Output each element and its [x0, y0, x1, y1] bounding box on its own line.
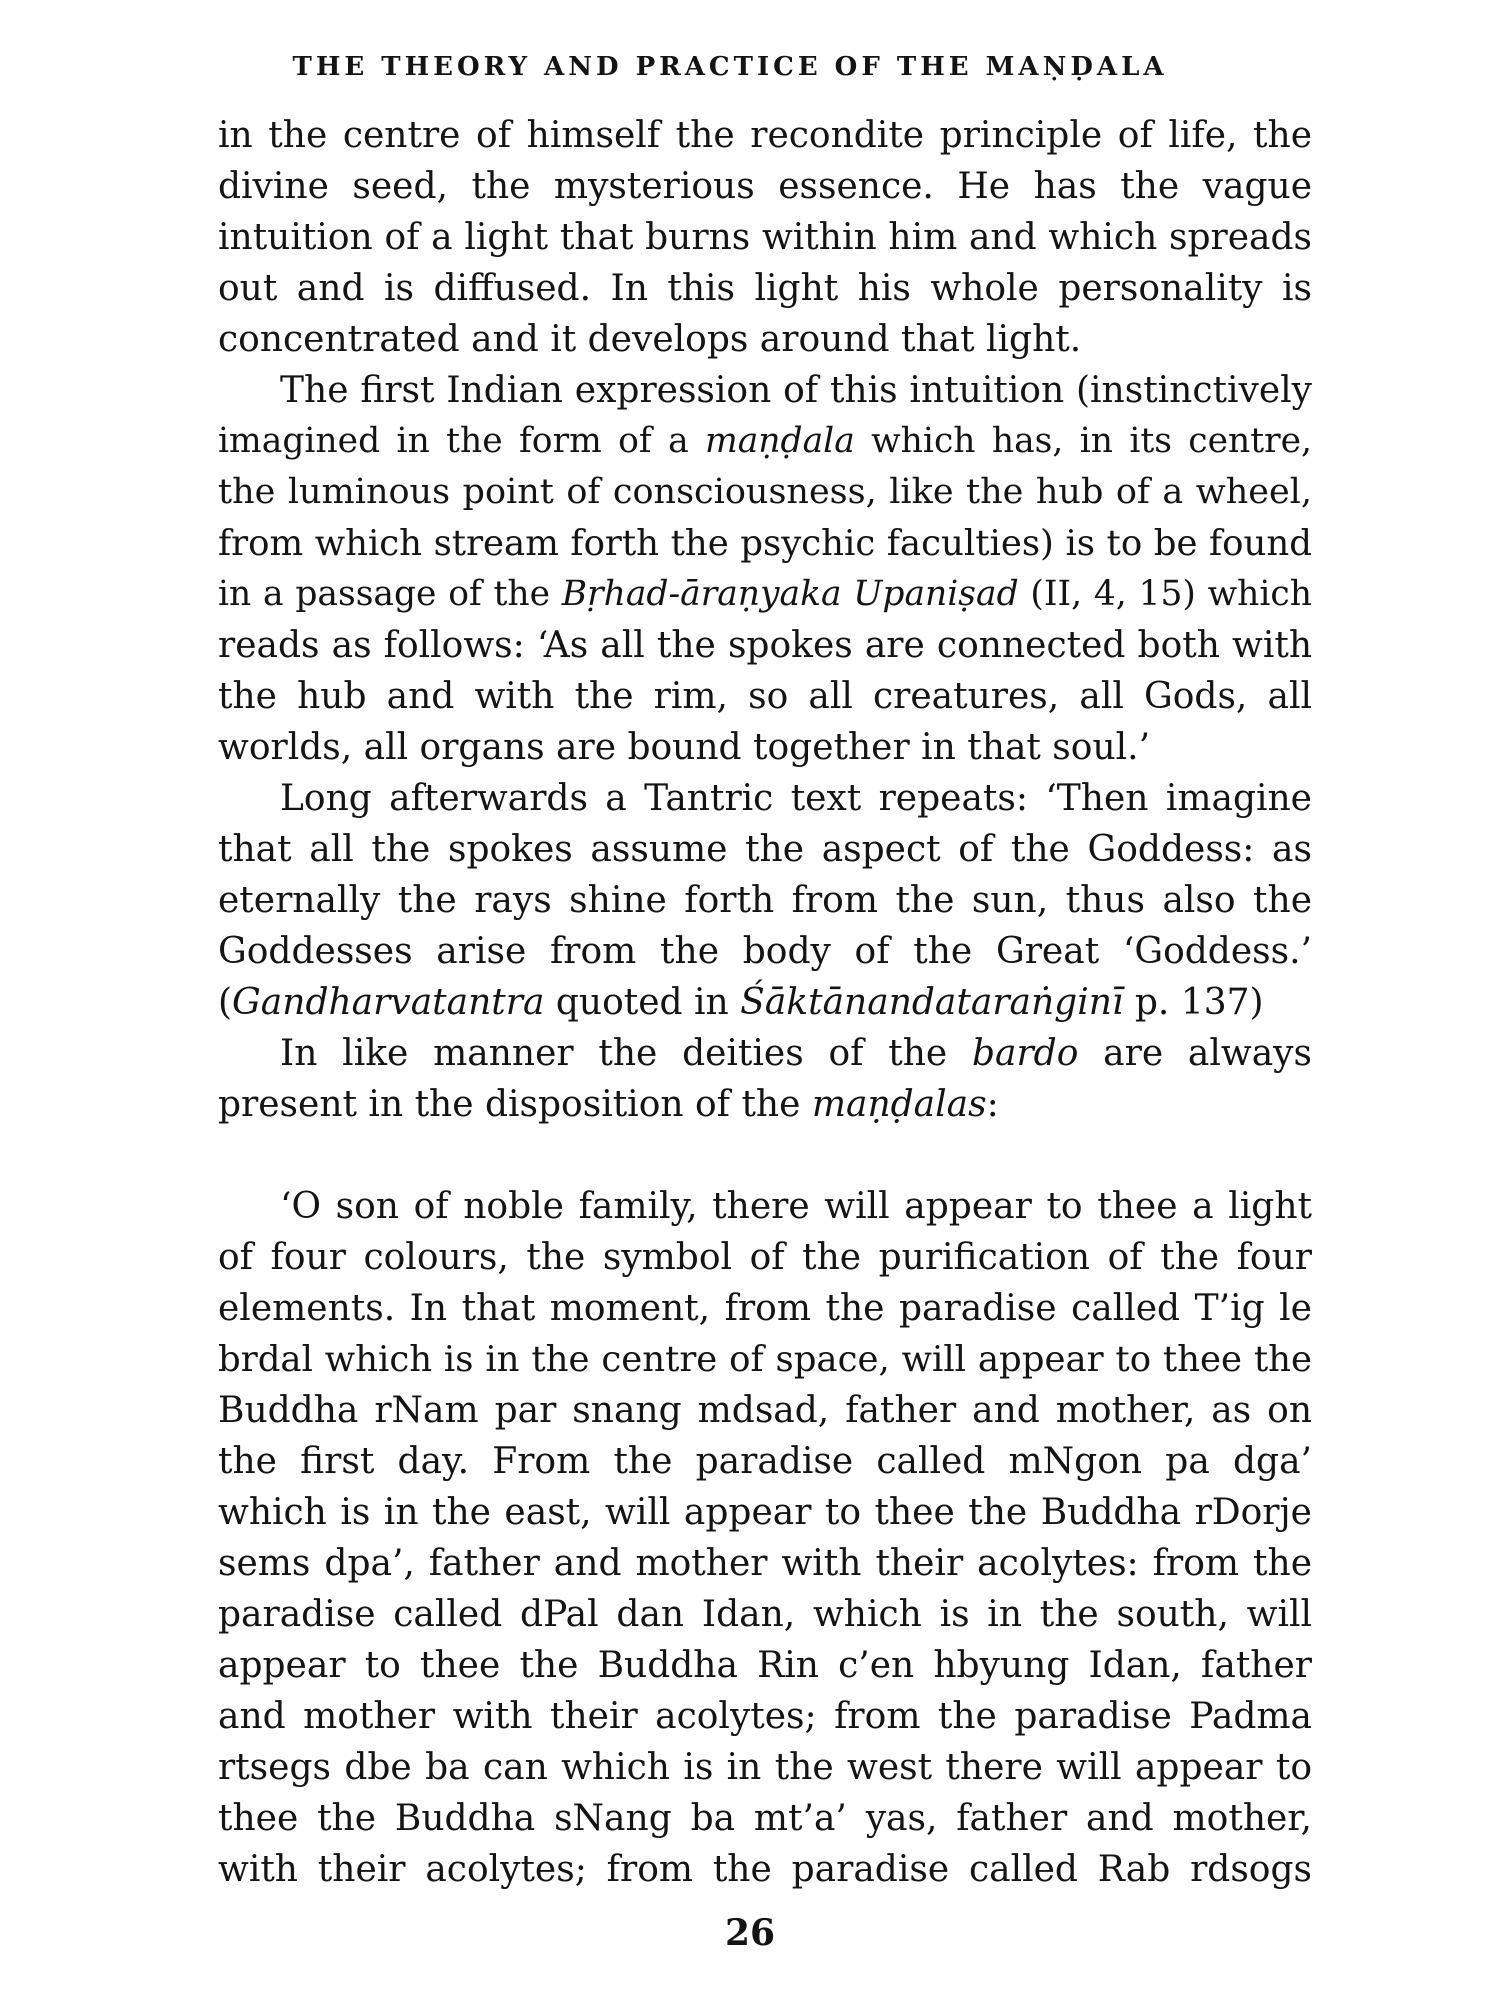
text-line: worlds, all organs are bound together in that soul.’ — [218, 727, 1151, 768]
italic-title: Bṛhad-āraṇyaka Upaniṣad — [561, 574, 1019, 614]
text-line: eternally the rays shine forth from the sun, thus also the — [218, 880, 1312, 921]
text-line: sems dpa’, father and mother with their acolytes: from the — [218, 1543, 1312, 1584]
text-line: with their acolytes; from the paradise called Rab rdsogs — [218, 1849, 1312, 1890]
text-line: Buddha rNam par snang mdsad, father and mother, as on — [218, 1390, 1312, 1431]
text-line: ‘O son of noble family, there will appear to thee a light — [280, 1186, 1312, 1227]
text-line: reads as follows: ‘As all the spokes are connected both with — [218, 625, 1312, 666]
block-quote — [218, 1181, 1312, 1895]
text-line: rtsegs dbe ba can which is in the west there will appear to — [218, 1747, 1312, 1788]
text-line: present in the disposition of the maṇḍalas: — [218, 1084, 999, 1125]
text-line: that all the spokes assume the aspect of the Goddess: as — [218, 829, 1312, 870]
text-line: the luminous point of consciousness, like the hub of a wheel, — [218, 472, 1312, 512]
text-line: appear to thee the Buddha Rin c’en hbyung Idan, father — [218, 1645, 1312, 1686]
text-line: from which stream forth the psychic faculties) is to be found — [218, 523, 1312, 564]
text-line: of four colours, the symbol of the purification of the four — [218, 1237, 1312, 1278]
text-line: thee the Buddha sNang ba mt’a’ yas, father and mother, — [218, 1798, 1312, 1839]
italic-term: maṇḍala — [705, 421, 855, 461]
paragraph — [218, 773, 1312, 1028]
text-line: elements. In that moment, from the paradise called T’ig le — [218, 1288, 1312, 1329]
running-head: THE THEORY AND PRACTICE OF THE MAṆḌALA — [292, 52, 1168, 82]
italic-term: maṇḍalas — [811, 1084, 987, 1125]
page-number: 26 — [724, 1912, 776, 1954]
paragraph — [218, 365, 1312, 773]
text-line: Long afterwards a Tantric text repeats: ‘Then imagine — [280, 778, 1312, 819]
paragraph — [218, 110, 1312, 365]
text-line: which is in the east, will appear to thee the Buddha rDorje — [218, 1492, 1312, 1533]
text-line: imagined in the form of a maṇḍala which has, in its centre, — [218, 421, 1312, 461]
text-line: in a passage of the Bṛhad-āraṇyaka Upaniṣad (II, 4, 15) which — [218, 574, 1312, 614]
text-line: in the centre of himself the recondite principle of life, the — [218, 115, 1312, 156]
text-line: the hub and with the rim, so all creatures, all Gods, all — [218, 676, 1312, 717]
text-line: The first Indian expression of this intuition (instinctively — [280, 370, 1312, 411]
text-line: paradise called dPal dan Idan, which is in the south, will — [218, 1594, 1312, 1635]
text-line: In like manner the deities of the bardo are always — [280, 1033, 1312, 1074]
italic-title: Gandharvatantra — [232, 982, 545, 1023]
text-line: divine seed, the mysterious essence. He has the vague — [218, 166, 1312, 207]
italic-title: Śāktānandataraṅginī — [740, 982, 1124, 1023]
text-line: and mother with their acolytes; from the paradise Padma — [218, 1696, 1312, 1737]
paragraph-gap — [218, 1130, 1312, 1181]
text-line: the first day. From the paradise called mNgon pa dga’ — [218, 1441, 1312, 1482]
italic-term: bardo — [971, 1033, 1079, 1074]
text-line: Goddesses arise from the body of the Great ‘Goddess.’ — [218, 931, 1312, 972]
text-line: out and is diffused. In this light his whole personality is — [218, 268, 1312, 309]
text-line: concentrated and it develops around that light. — [218, 319, 1082, 360]
text-line: (Gandharvatantra quoted in Śāktānandataraṅginī p. 137) — [218, 982, 1264, 1023]
text-line: brdal which is in the centre of space, will appear to thee the — [218, 1339, 1312, 1380]
paragraph — [218, 1028, 1312, 1130]
text-line: intuition of a light that burns within him and which spreads — [218, 217, 1312, 258]
body-text — [218, 110, 1312, 1895]
